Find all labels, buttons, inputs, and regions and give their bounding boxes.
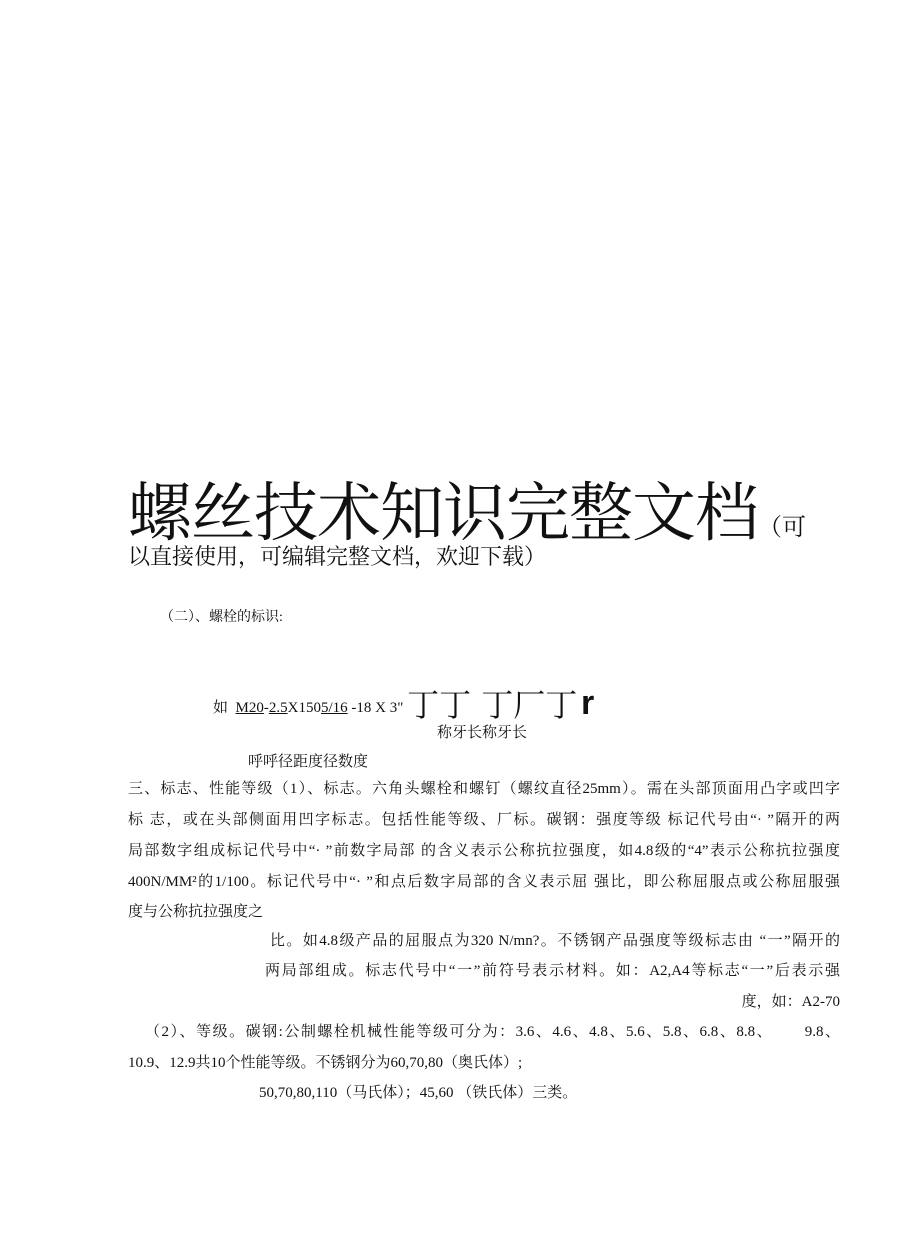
paragraph-line: 度与公称抗拉强度之 — [128, 904, 264, 920]
nominal-diameter: M20 — [235, 700, 264, 716]
paragraph-line: 三、标志、性能等级（1）、标志。六角头螺栓和螺钉（螺纹直径25mm）。需在头部顶面用凸字或凹字 — [128, 781, 840, 797]
paragraph-line: 比。如4.8级产品的屈服点为320 N/mn?。不锈钢产品强度等级标志由 “一”隔开的 — [270, 933, 840, 949]
bracket-r: r — [581, 684, 595, 722]
paragraph-line: 50,70,80,110（马氏体）；45,60 （铁氏体）三类。 — [259, 1085, 578, 1101]
dash: - — [263, 700, 269, 716]
length: X150 — [287, 700, 321, 716]
tpi-length: -18 X 3" — [347, 700, 404, 716]
pitch: 2.5 — [268, 700, 288, 716]
title-main: 螺丝技术知识完整文档 — [128, 477, 758, 551]
bracket-glyphs: 丁丁 丁厂丁 — [407, 686, 578, 724]
example-prefix: 如 — [213, 700, 229, 716]
bolt-designation-example — [213, 680, 594, 726]
title-continuation: 以直接使用，可编辑完整文档，欢迎下载） — [128, 545, 547, 570]
paragraph-line: 标 志，或在头部侧面用凹字标志。包括性能等级、厂标。碳钢：强度等级 标记代号由“· ”隔开的两 — [128, 812, 840, 828]
paragraph-line: 度，如：A2-70 — [741, 994, 840, 1010]
label-row-1: 称牙长称牙长 — [437, 725, 528, 741]
paragraph-line: （2）、等级。碳钢:公制螺栓机械性能等级可分为：3.6、4.6、4.8、5.6、5.8、6.8、8.8、 9.8、 — [145, 1024, 840, 1040]
paragraph-line: 局部数字组成标记代号中“· ”前数字局部 的含义表示公称抗拉强度，如4.8级的“4”表示公称抗拉强度 — [128, 843, 840, 859]
paragraph-line: 400N/MM²的1/100。标记代号中“· ”和点后数字局部的含义表示屈 强比，即公称屈服点或公称屈服强 — [128, 874, 840, 890]
section-heading: （二）、螺栓的标识: — [160, 610, 283, 625]
paragraph-line: 两局部组成。标志代号中“一”前符号表示材料。如：A2,A4等标志“一”后表示强 — [265, 963, 840, 979]
title-suffix: （可 — [758, 513, 806, 541]
inch-diameter: 5/16 — [320, 700, 348, 716]
label-row-2: 呼呼径距度径数度 — [248, 754, 369, 770]
paragraph-line: 10.9、12.9共10个性能等级。不锈钢分为60,70,80（奥氏体）; — [128, 1055, 523, 1071]
